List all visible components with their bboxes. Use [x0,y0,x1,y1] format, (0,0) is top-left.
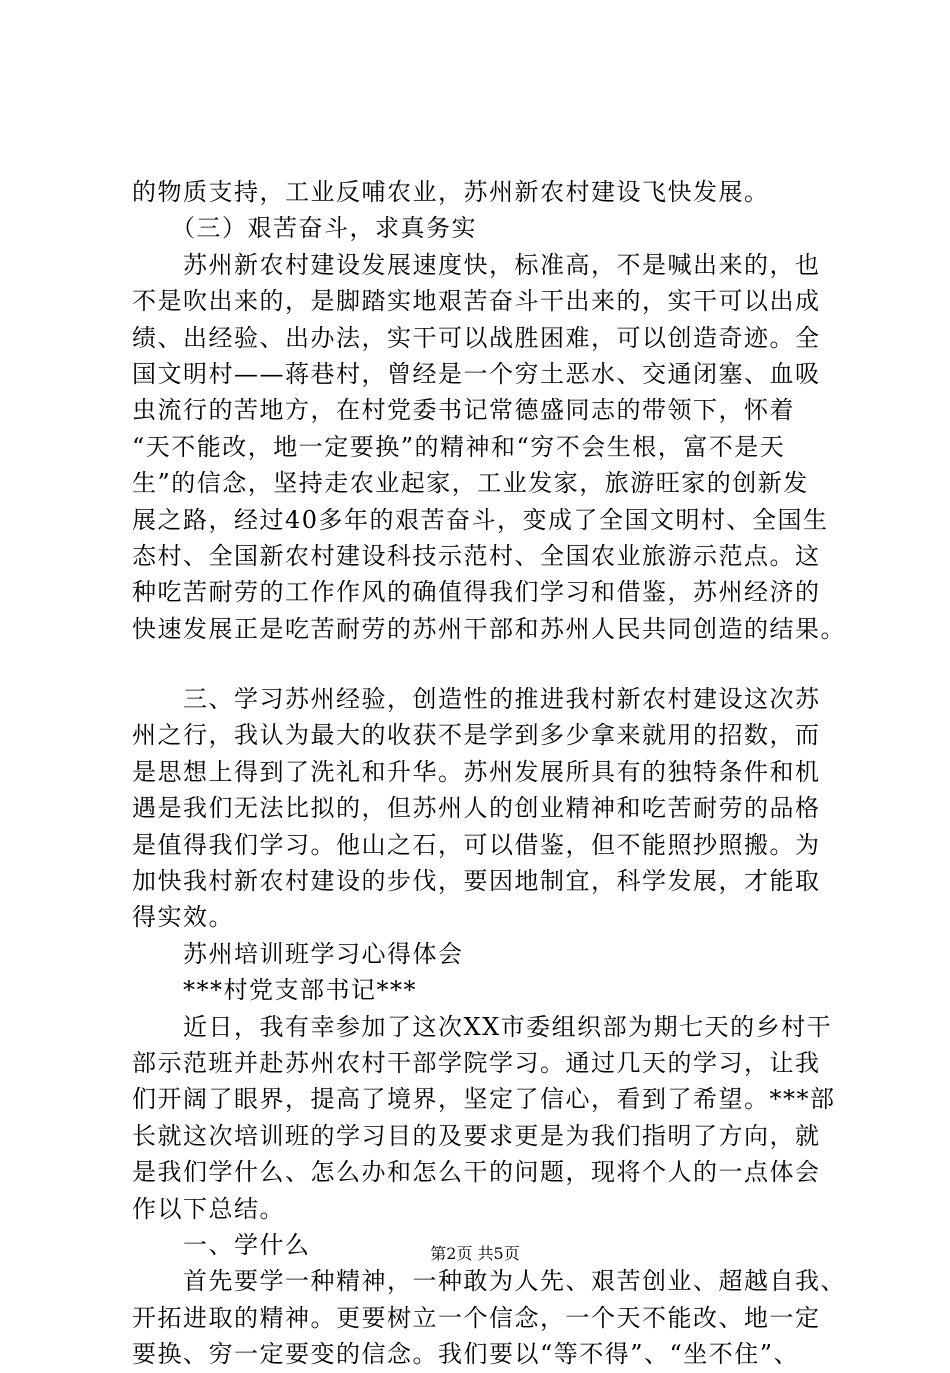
text-line: 不是吹出来的，是脚踏实地艰苦奋斗干出来的，实干可以出成 [132,287,821,316]
text-line: 加快我村新农村建设的步伐，要因地制宜，科学发展，才能取 [132,867,821,896]
text-line: 苏州新农村建设发展速度快，标准高，不是喊出来的，也 [132,250,821,279]
text-line: 要换、穷一定要变的信念。我们要以“等不得”、“坐不住”、 [132,1340,800,1369]
text-line: 绩、出经验、出办法，实干可以战胜困难，可以创造奇迹。全 [132,323,821,352]
text-line: 快速发展正是吃苦耐劳的苏州干部和苏州人民共同创造的结果。 [132,614,846,643]
section-heading: 一、学什么 [132,1230,311,1259]
article-author: ***村党支部书记*** [132,976,417,1005]
text-line: 生”的信念，坚持走农业起家，工业发家，旅游旺家的创新发 [132,469,809,498]
text-line: 们开阔了眼界，提高了境界，坚定了信心，看到了希望。***部 [132,1085,836,1114]
text-line: 种吃苦耐劳的工作作风的确值得我们学习和借鉴，苏州经济的 [132,578,821,607]
text-line: 是我们学什么、怎么办和怎么干的问题，现将个人的一点体会 [132,1158,821,1187]
text-line: 长就这次培训班的学习目的及要求更是为我们指明了方向，就 [132,1121,821,1150]
text-line: 虫流行的苦地方，在村党委书记常德盛同志的带领下，怀着 [132,396,795,425]
text-line: 遇是我们无法比拟的，但苏州人的创业精神和吃苦耐劳的品格 [132,794,821,823]
section-heading: 三、学习苏州经验，创造性的推进我村新农村建设这次苏 [132,685,821,714]
text-line: 首先要学一种精神，一种敢为人先、艰苦创业、超越自我、 [132,1267,846,1296]
text-line: 开拓进取的精神。更要树立一个信念，一个天不能改、地一定 [132,1303,821,1332]
text-line: 态村、全国新农村建设科技示范村、全国农业旅游示范点。这 [132,541,821,570]
text-line: 展之路，经过40多年的艰苦奋斗，变成了全国文明村、全国生 [132,505,829,534]
text-line: “天不能改，地一定要换”的精神和“穷不会生根，富不是天 [132,432,786,461]
text-line: 得实效。 [132,903,234,932]
text-line: 的物质支持，工业反哺农业，苏州新农村建设飞快发展。 [132,178,770,206]
text-line: 是思想上得到了洗礼和升华。苏州发展所具有的独特条件和机 [132,757,821,786]
paragraph-gap [132,647,848,681]
text-line: 国文明村——蒋巷村，曾经是一个穷土恶水、交通闭塞、血吸 [132,359,821,388]
text-line: 作以下总结。 [132,1194,285,1223]
document-body [132,174,848,1373]
text-line: 部示范班并赴苏州农村干部学院学习。通过几天的学习，让我 [132,1048,821,1077]
text-line: 近日，我有幸参加了这次XX市委组织部为期七天的乡村干 [132,1012,833,1041]
text-line: 州之行，我认为最大的收获不是学到多少拿来就用的招数，而 [132,721,821,750]
article-title: 苏州培训班学习心得体会 [132,939,464,968]
text-line: 是值得我们学习。他山之石，可以借鉴，但不能照抄照搬。为 [132,830,821,859]
page-number: 第2页 共5页 [430,1244,520,1263]
section-heading: （三）艰苦奋斗，求真务实 [132,214,477,243]
